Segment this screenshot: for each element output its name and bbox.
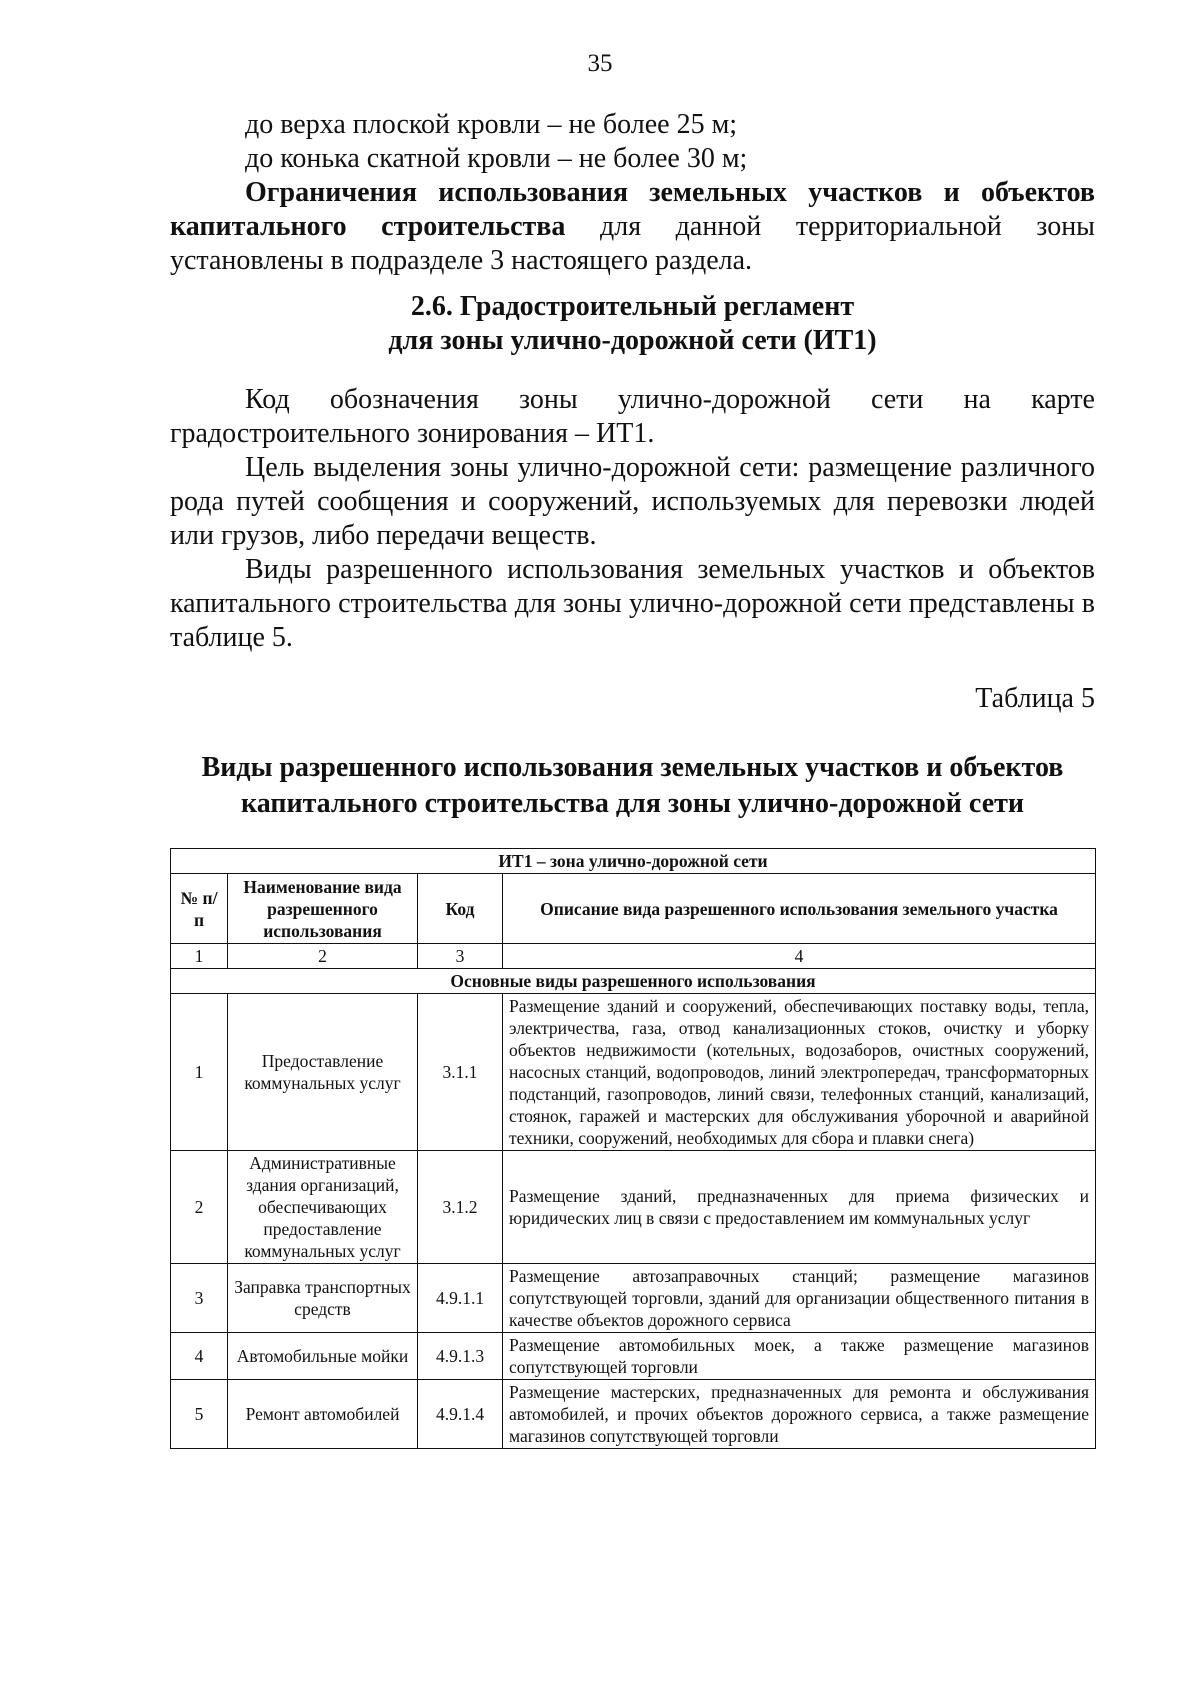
table-row [171, 1333, 1096, 1380]
col-number: 2 [228, 944, 418, 969]
column-number-row [171, 944, 1096, 969]
row-description: Размещение автомобильных моек, а также размещение магазинов сопутствующей торговли [503, 1333, 1096, 1380]
row-description: Размещение зданий, предназначенных для приема физических и юридических лиц в связи с предоставлением им коммунальных услуг [503, 1151, 1096, 1264]
table-title [150, 750, 1115, 822]
col-number: 3 [418, 944, 503, 969]
table-row [171, 994, 1096, 1151]
paragraph-zone-goal: Цель выделения зоны улично-дорожной сети: размещение различного рода путей сообщения и сооружений, используемых для перевозки людей или грузов, либо передачи веществ. [170, 452, 1095, 551]
restriction-rest: для данной территориальной зоны установлены в подразделе 3 настоящего раздела. [170, 211, 1095, 276]
table-title-line1: Виды разрешенного использования земельных участков и объектов [201, 752, 1064, 783]
row-code: 4.9.1.4 [418, 1380, 503, 1449]
row-num: 5 [171, 1380, 228, 1449]
intro-line: до верха плоской кровли – не более 25 м; [245, 109, 738, 140]
table-row [171, 1264, 1096, 1333]
body-paragraphs [170, 383, 1095, 655]
col-header-name: Наименование вида разрешенного использования [228, 874, 418, 944]
intro-line: до конька скатной кровли – не более 30 м; [245, 143, 748, 174]
table-title-line2: капитального строительства для зоны улично-дорожной сети [240, 788, 1025, 819]
section-header: Основные виды разрешенного использования [171, 969, 1096, 994]
section-title-line2: для зоны улично-дорожной сети (ИТ1) [388, 325, 877, 356]
zone-header: ИТ1 – зона улично-дорожной сети [171, 849, 1096, 874]
col-header-code: Код [418, 874, 503, 944]
row-code: 3.1.1 [418, 994, 503, 1151]
row-num: 4 [171, 1333, 228, 1380]
section-header-row [171, 969, 1096, 994]
row-description: Размещение автозаправочных станций; размещение магазинов сопутствующей торговли, зданий для организации общественного питания в качестве объектов дорожного сервиса [503, 1264, 1096, 1333]
row-description: Размещение мастерских, предназначенных для ремонта и обслуживания автомобилей, и прочих объектов дорожного сервиса, а также размещение магазинов сопутствующей торговли [503, 1380, 1096, 1449]
intro-block [170, 108, 1095, 278]
col-header-num: № п/п [171, 874, 228, 944]
row-name: Автомобильные мойки [228, 1333, 418, 1380]
section-heading [170, 290, 1095, 358]
paragraph-uses: Виды разрешенного использования земельных участков и объектов капитального строительства для зоны улично-дорожной сети представлены в таблице 5. [170, 554, 1095, 653]
table-zone-header-row [171, 849, 1096, 874]
table-caption: Таблица 5 [975, 683, 1095, 714]
row-name: Предоставление коммунальных услуг [228, 994, 418, 1151]
table-header-row [171, 874, 1096, 944]
restriction-paragraph [170, 176, 1095, 278]
row-code: 3.1.2 [418, 1151, 503, 1264]
table-row [171, 1151, 1096, 1264]
section-title-line1: 2.6. Градостроительный регламент [410, 291, 855, 322]
row-code: 4.9.1.1 [418, 1264, 503, 1333]
row-num: 2 [171, 1151, 228, 1264]
row-name: Заправка транспортных средств [228, 1264, 418, 1333]
uses-table [170, 848, 1096, 1449]
page-number: 35 [587, 50, 613, 77]
restriction-bold: Ограничения использования земельных участков и объектов капитального строительства [170, 177, 1095, 242]
table-row [171, 1380, 1096, 1449]
row-description: Размещение зданий и сооружений, обеспечивающих поставку воды, тепла, электричества, газа, отвод канализационных стоков, очистку и уборку объектов недвижимости (котельных, водозаборов, очистных сооружений, насосных станций, водопроводов, линий электропередач, трансформаторных подстанций, газопроводов, линий связи, телефонных станций, канализаций, стоянок, гаражей и мастерских для обслуживания уборочной и аварийной техники, сооружений, необходимых для сбора и плавки снега) [503, 994, 1096, 1151]
row-name: Ремонт автомобилей [228, 1380, 418, 1449]
row-num: 1 [171, 994, 228, 1151]
col-number: 1 [171, 944, 228, 969]
col-header-description: Описание вида разрешенного использования земельного участка [503, 874, 1096, 944]
row-num: 3 [171, 1264, 228, 1333]
col-number: 4 [503, 944, 1096, 969]
row-code: 4.9.1.3 [418, 1333, 503, 1380]
paragraph-zone-code: Код обозначения зоны улично-дорожной сети на карте градостроительного зонирования – ИТ1. [170, 384, 1095, 449]
row-name: Административные здания организаций, обеспечивающих предоставление коммунальных услуг [228, 1151, 418, 1264]
